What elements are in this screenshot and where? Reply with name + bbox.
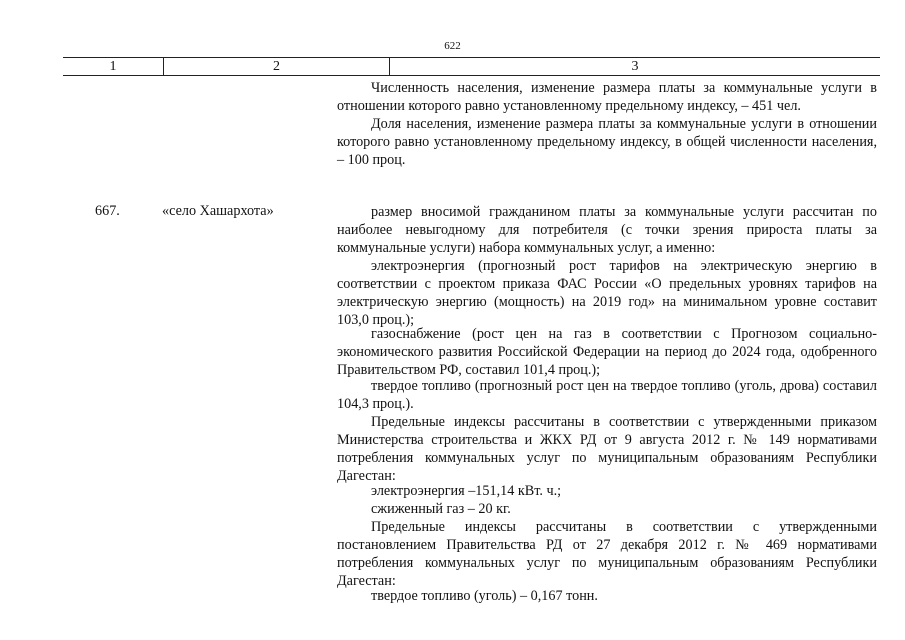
column-header-2: 2 — [273, 59, 280, 74]
column-header-3: 3 — [631, 59, 639, 74]
paragraph-indices-resolution-469: Предельные индексы рассчитаны в соответствии с утвержденными постановлением Правительства РД от 27 декабря 2012 г. № 469 нормативами потребления коммунальных услуг по муниципальным образованиям Республики Дагестан: — [337, 519, 877, 589]
paragraph-solid-fuel: твердое топливо (прогнозный рост цен на твердое топливо (уголь, дрова) составил 104,3 проц.). — [337, 378, 877, 412]
column-header-1: 1 — [109, 59, 117, 74]
paragraph-indices-order-149: Предельные индексы рассчитаны в соответствии с утвержденными приказом Министерства строительства и ЖКХ РД от 9 августа 2012 г. № 149 нормативами потребления коммунальных услуг по муниципальным образованиям Республики Дагестан: — [337, 414, 877, 484]
entry-number: 667. — [95, 203, 120, 219]
page-number: 622 — [444, 40, 461, 52]
norm-electricity: электроэнергия –151,14 кВт. ч.; — [371, 483, 562, 499]
paragraph-electricity: электроэнергия (прогнозный рост тарифов на электрическую энергию в соответствии с проектом приказа ФАС России «О предельных уровнях тарифов на электрическую энергию (мощность) на 2019 год» на минимальном уровне составит 103,0 проц.); — [337, 258, 877, 328]
paragraph-population-share: Доля населения, изменение размера платы за коммунальные услуги в отношении которого равно установленному предельному индексу, в общей численности населения, – 100 проц. — [337, 116, 877, 168]
paragraph-calculation: размер вносимой гражданином платы за коммунальные услуги рассчитан по наиболее невыгодному для потребителя (с точки зрения прироста платы за коммунальные услуги) набора коммунальных услуг, а именно: — [337, 204, 877, 256]
paragraph-population-count: Численность населения, изменение размера платы за коммунальные услуги в отношении которого равно установленному предельному индексу, – 451 чел. — [337, 80, 877, 114]
table-header — [63, 57, 880, 76]
paragraph-gas-supply: газоснабжение (рост цен на газ в соответствии с Прогнозом социально-экономического развития Российской Федерации на период до 2024 года, одобренного Правительством РФ, составил 101,4 проц.); — [337, 326, 877, 378]
norm-solid-fuel: твердое топливо (уголь) – 0,167 тонн. — [371, 588, 598, 604]
entry-place: «село Хашархота» — [162, 203, 274, 219]
norm-liquefied-gas: сжиженный газ – 20 кг. — [371, 501, 511, 517]
